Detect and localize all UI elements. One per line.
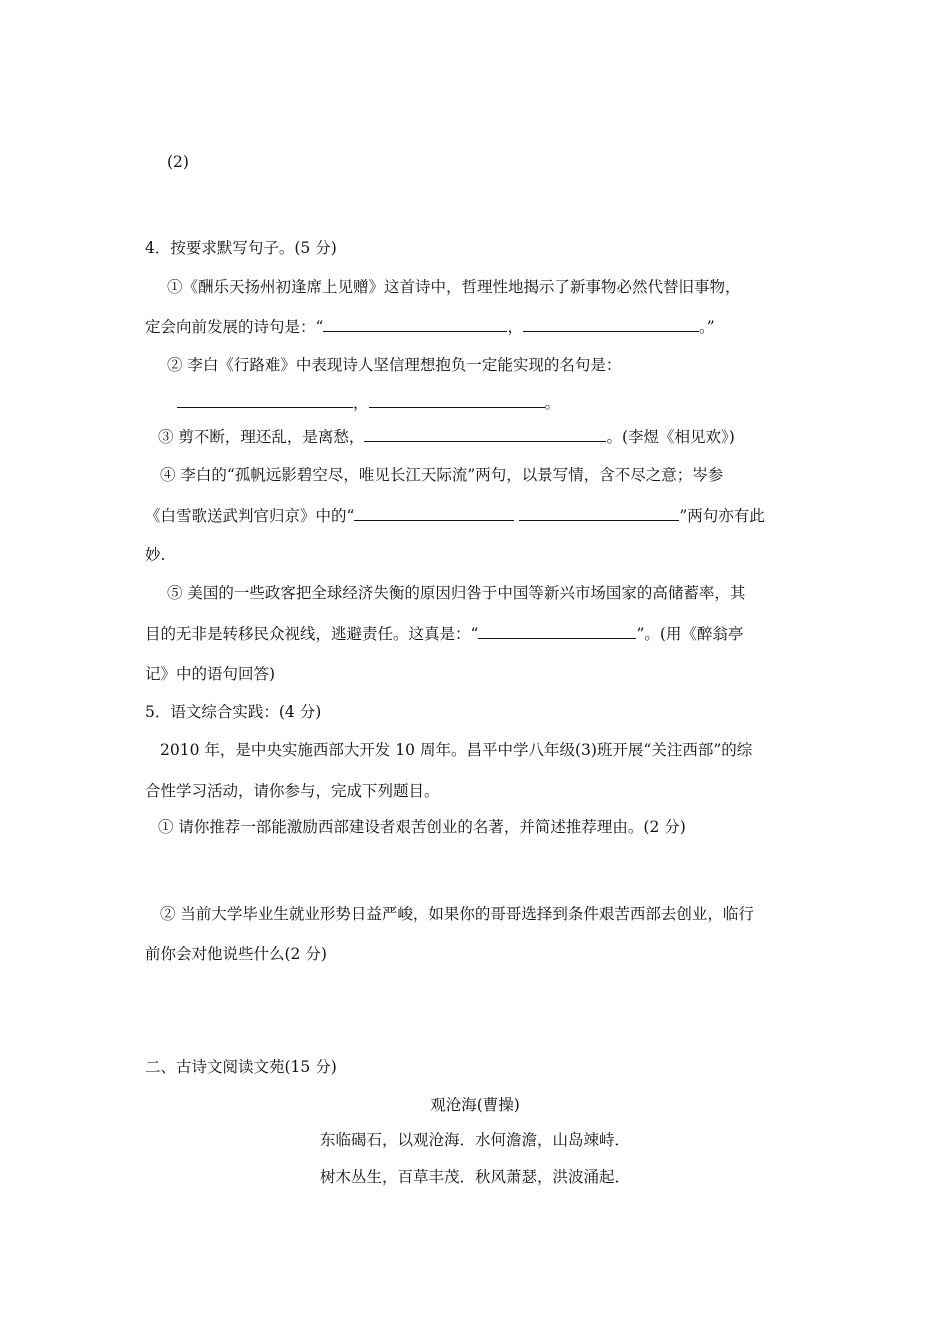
- q4-item5-line3: 记》中的语句回答): [145, 665, 276, 683]
- q5-item2-line2: 前你会对他说些什么(2 分): [145, 945, 327, 963]
- q5-intro-line1: 2010 年，是中央实施西部大开发 10 周年。昌平中学八年级(3)班开展“关注西部”的综: [160, 741, 753, 759]
- section2-title: 二、古诗文阅读文苑(15 分): [145, 1058, 337, 1076]
- answer-blank[interactable]: [354, 506, 514, 521]
- q4-item4-line1: ④ 李白的“孤帆远影碧空尽，唯见长江天际流”两句，以景写情，含不尽之意；岑参: [160, 466, 724, 484]
- separator: ，: [507, 318, 523, 336]
- poem-line-2: 树木丛生，百草丰茂．秋风萧瑟，洪波涌起．: [319, 1168, 630, 1186]
- q4-item2-line2: [177, 393, 560, 413]
- q5-intro-line2: 合性学习活动，请你参与，完成下列题目。: [145, 782, 440, 800]
- closing-mark: 。: [544, 394, 561, 412]
- q5-title: 5．语文综合实践：(4 分): [145, 703, 322, 721]
- answer-blank[interactable]: [323, 317, 507, 332]
- q4-item3-prompt: ③ 剪不断，理还乱，是离愁，: [158, 428, 365, 446]
- q4-title: 4．按要求默写句子。(5 分): [145, 239, 337, 257]
- q4-item4-line3: 妙.: [145, 546, 166, 564]
- q4-item4-tail: ”两句亦有此: [679, 507, 765, 525]
- q3-part2-label: (2): [167, 153, 189, 171]
- q4-item2-line1: ② 李白《行路难》中表现诗人坚信理想抱负一定能实现的名句是：: [167, 356, 622, 374]
- poem-title: 观沧海(曹操): [430, 1096, 520, 1114]
- q4-item4-line2: [145, 506, 765, 526]
- closing-mark: 。”: [698, 318, 715, 336]
- q4-item4-prompt: 《白雪歌送武判官归京》中的“: [145, 507, 355, 525]
- q5-item2-line1: ② 当前大学毕业生就业形势日益严峻，如果你的哥哥选择到条件艰苦西部去创业，临行: [160, 905, 754, 923]
- poem-line-1: 东临碣石，以观沧海．水何澹澹，山岛竦峙．: [319, 1131, 630, 1149]
- q4-item1-line1: ①《酬乐天扬州初逢席上见赠》这首诗中，哲理性地揭示了新事物必然代替旧事物，: [167, 278, 741, 296]
- answer-blank[interactable]: [369, 393, 545, 408]
- answer-blank[interactable]: [177, 393, 353, 408]
- q4-item1-prompt: 定会向前发展的诗句是：“: [145, 318, 324, 336]
- q4-item1-line2: [145, 317, 715, 337]
- q4-item3-source: 。(李煜《相见欢》): [606, 428, 735, 446]
- answer-blank[interactable]: [478, 624, 636, 639]
- q4-item5-tail: ”。(用《醉翁亭: [636, 625, 744, 643]
- q4-item3: [158, 427, 735, 447]
- q4-item5-line1: ⑤ 美国的一些政客把全球经济失衡的原因归咎于中国等新兴市场国家的高储蓄率，其: [167, 584, 746, 602]
- q5-item1: ① 请你推荐一部能激励西部建设者艰苦创业的名著，并简述推荐理由。(2 分): [158, 818, 686, 836]
- separator: ，: [353, 394, 369, 412]
- q4-item5-prompt: 目的无非是转移民众视线，逃避责任。这真是：“: [145, 625, 479, 643]
- answer-blank[interactable]: [364, 427, 606, 442]
- answer-blank[interactable]: [523, 317, 699, 332]
- q4-item5-line2: [145, 624, 743, 644]
- answer-blank[interactable]: [519, 506, 679, 521]
